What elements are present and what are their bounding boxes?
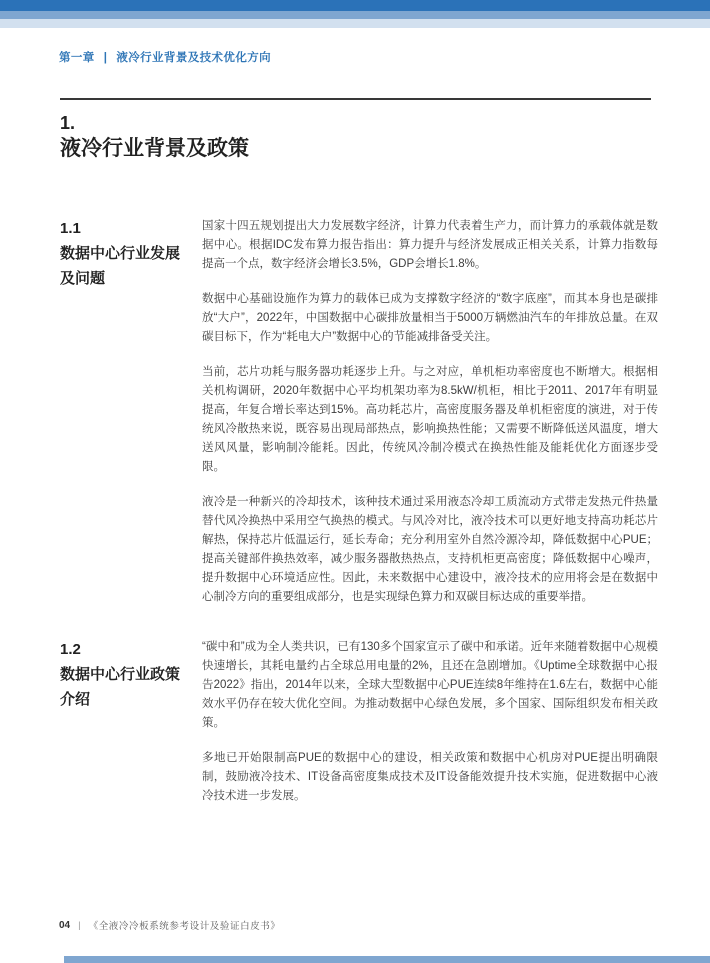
book-title: 《全液冷冷板系统参考设计及验证白皮书》: [88, 921, 281, 932]
chapter-number: 第一章: [59, 52, 95, 64]
section-number: 1.2: [60, 641, 81, 658]
top-bar-light: [0, 19, 710, 28]
section-1-2: [60, 637, 658, 806]
section-number: 1.1: [60, 220, 81, 237]
top-bar-medium: [0, 11, 710, 19]
paragraph: 当前，芯片功耗与服务器功耗逐步上升。与之对应，单机柜功率密度也不断增大。根据相关机构调研，2020年数据中心平均机架功率为8.5kW/机柜，相比于2011、2017年有明显提高，年复合增长率达到15%。高功耗芯片，高密度服务器及单机柜密度的演进，对于传统风冷散热来说，既容易出现局部热点，影响换热性能；又需要不断降低送风温度，增大送风风量，影响制冷能耗。因此，传统风冷制冷模式在换热性能及能耗优化方面逐步受限。: [202, 366, 658, 473]
top-decoration: [0, 0, 710, 28]
page-title-number: 1.: [60, 113, 76, 133]
paragraph: “碳中和”成为全人类共识，已有130多个国家宣示了碳中和承诺。近年来随着数据中心规模快速增长，其耗电量约占全球总用电量的2%，且还在急剧增加。《Uptime全球数据中心报告2022》指出，2014年以来，全球大型数据中心PUE连续8年维持在1.6左右，数据中心能效水平仍存在较大优化空间。为推动数据中心绿色发展，多个国家、国际组织发布相关政策。: [202, 641, 658, 729]
paragraph: 国家十四五规划提出大力发展数字经济，计算力代表着生产力，而计算力的承载体就是数据中心。根据IDC发布算力报告指出：算力提升与经济发展成正相关关系，计算力指数每提高一个点，数字经济会增长3.5%，GDP会增长1.8%。: [202, 220, 658, 270]
section-1-1-body: [202, 216, 658, 607]
footer-separator: |: [78, 919, 81, 931]
page-number: 04: [59, 919, 71, 931]
section-1-2-heading: [60, 637, 202, 806]
paragraph: 液冷是一种新兴的冷却技术，该种技术通过采用液态冷却工质流动方式带走发热元件热量替代风冷换热中采用空气换热的模式。与风冷对比，液冷技术可以更好地支持高功耗芯片解热，保持芯片低温运行，延长寿命；充分利用室外自然冷源冷却，降低数据中心PUE；提高关键部件换热效率，减少服务器散热热点，支持机柜更高密度；降低数据中心噪声，提升数据中心环境适应性。因此，未来数据中心建设中，液冷技术的应用将会是在数据中心制冷方向的重要组成部分，也是实现绿色算力和双碳目标达成的重要举措。: [202, 496, 658, 603]
page-footer: [59, 918, 281, 932]
section-1-1: [60, 216, 658, 607]
paragraph: 多地已开始限制高PUE的数据中心的建设，相关政策和数据中心机房对PUE提出明确限制，鼓励液冷技术、IT设备高密度集成技术及IT设备能效提升技术实施，促进数据中心液冷技术进一步发展。: [202, 752, 658, 802]
section-1-1-heading: [60, 216, 202, 607]
chapter-separator: |: [103, 52, 108, 64]
top-bar-dark: [0, 0, 710, 11]
section-heading-text: 数据中心行业政策介绍: [60, 666, 181, 708]
chapter-header: [59, 49, 271, 65]
bottom-decoration: [64, 956, 710, 963]
chapter-title: 液冷行业背景及技术优化方向: [116, 52, 272, 64]
section-1-2-body: [202, 637, 658, 806]
title-divider: [60, 98, 651, 100]
paragraph: 数据中心基础设施作为算力的载体已成为支撑数字经济的“数字底座”，而其本身也是碳排放“大户”，2022年，中国数据中心碳排放量相当于5000万辆燃油汽车的年排放总量。在双碳目标下，作为“耗电大户”数据中心的节能减排备受关注。: [202, 293, 658, 343]
page-title-text: 液冷行业背景及政策: [60, 137, 249, 160]
section-heading-text: 数据中心行业发展及问题: [60, 245, 181, 287]
page-title: [60, 112, 249, 162]
